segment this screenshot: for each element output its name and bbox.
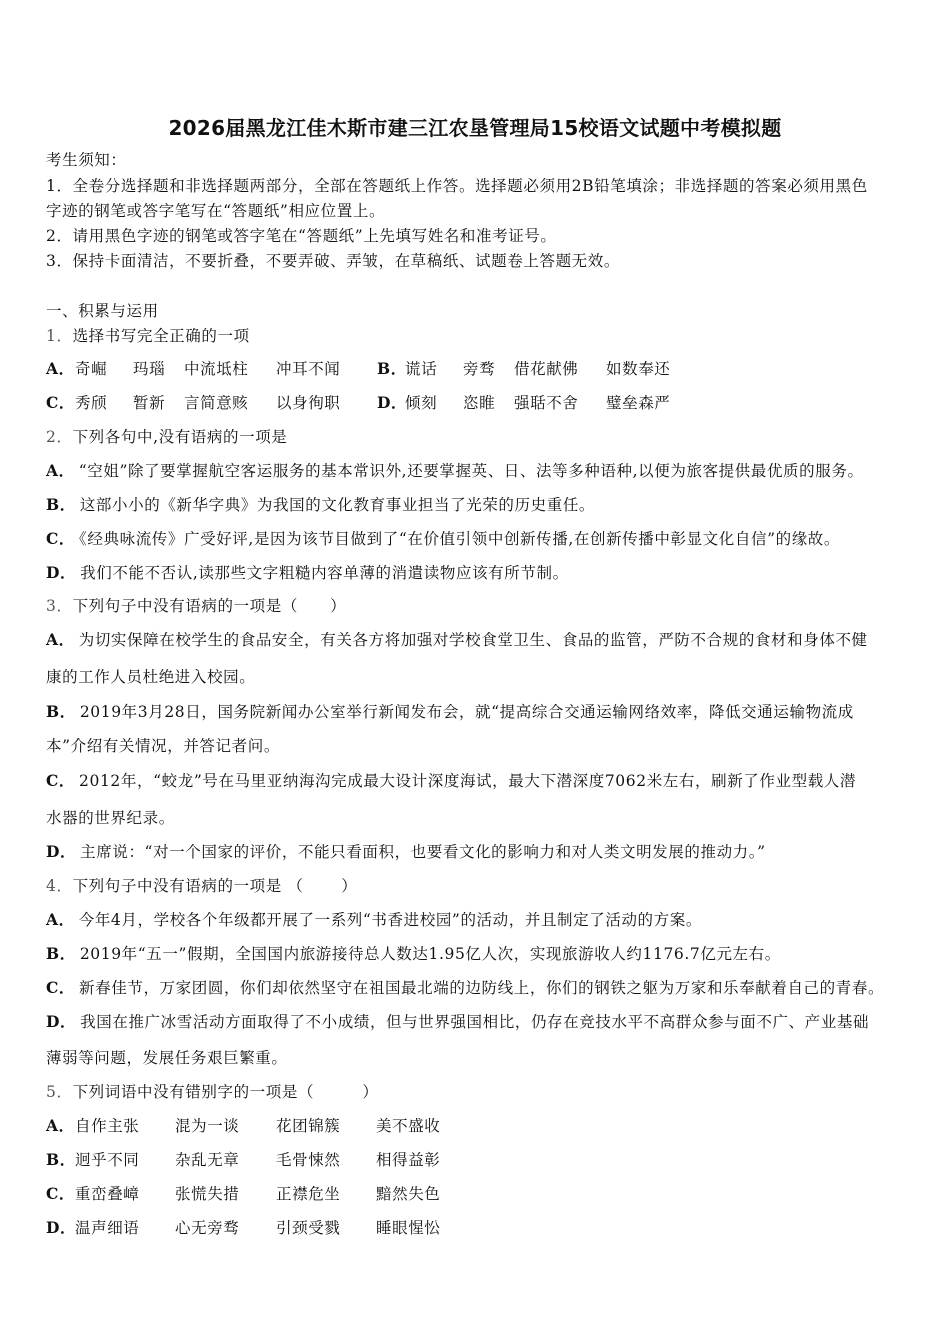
question-stem: 下列句子中没有语病的一项是（ ） <box>72 597 347 615</box>
option-word: 毛骨悚然 <box>276 1151 341 1169</box>
question-stem: 下列各句中,没有语病的一项是 <box>72 428 288 446</box>
option-c <box>46 978 884 998</box>
question-stem: 下列词语中没有错别字的一项是（ ） <box>72 1083 379 1101</box>
option-label: A． <box>46 910 75 929</box>
option-a-continued: 康的工作人员杜绝进入校园。 <box>46 668 256 686</box>
option-text: 《经典咏流传》广受好评,是因为该节目做到了“在价值引领中创新传播,在创新传播中彰显文化自信”的缘故。 <box>79 530 841 548</box>
option-word: 睡眼惺忪 <box>376 1219 441 1237</box>
option-label: C． <box>46 1184 76 1203</box>
option-a <box>46 461 864 481</box>
option-word: 混为一谈 <box>175 1117 240 1135</box>
notice-line: 3．保持卡面清洁，不要折叠，不要弄破、弄皱，在草稿纸、试题卷上答题无效。 <box>46 252 620 270</box>
option-label: D． <box>46 1012 77 1031</box>
option-label: B． <box>46 702 76 721</box>
option-word: 心无旁骛 <box>175 1219 240 1237</box>
option-d-continued: 薄弱等问题，发展任务艰巨繁重。 <box>46 1049 288 1067</box>
option-word: 中流坻柱 <box>184 360 249 378</box>
option-c <box>46 771 856 791</box>
option-word: 冲耳不闻 <box>276 360 341 378</box>
option-label: D． <box>46 563 77 582</box>
option-word: 花团锦簇 <box>276 1117 341 1135</box>
option-word: 张慌失措 <box>175 1185 240 1203</box>
option-label: C． <box>46 978 76 997</box>
option-label: D． <box>46 842 77 861</box>
option-word: 正襟危坐 <box>276 1185 341 1203</box>
option-word: 如数奉还 <box>606 360 671 378</box>
option-word: 暂新 <box>133 394 166 412</box>
option-text: “空姐”除了要掌握航空客运服务的基本常识外,还要掌握英、日、法等多种语种,以便为旅客提供最优质的服务。 <box>78 462 864 480</box>
question-number: 2． <box>46 428 73 446</box>
option-word: 玛瑙 <box>133 360 166 378</box>
option-text: 我国在推广冰雪活动方面取得了不小成绩，但与世界强国相比，仍存在竞技水平不高群众参与面不广、产业基础 <box>80 1013 870 1031</box>
option-c <box>46 529 840 549</box>
option-label: C． <box>46 529 76 548</box>
notice-heading: 考生须知： <box>46 151 127 169</box>
notice-line: 2．请用黑色字迹的钢笔或答字笔在“答题纸”上先填写姓名和准考证号。 <box>46 227 557 245</box>
option-b <box>46 495 595 515</box>
option-b-continued: 本”介绍有关情况，并答记者问。 <box>46 737 280 755</box>
option-c-continued: 水器的世界纪录。 <box>46 809 175 827</box>
option-word: 倾刻 <box>405 394 438 412</box>
notice-line: 1．全卷分选择题和非选择题两部分，全部在答题纸上作答。选择题必须用2B铅笔填涂；非选择题的答案必须用黑色 <box>46 177 868 195</box>
notice-line: 字迹的钢笔或答字笔写在“答题纸”相应位置上。 <box>46 202 386 220</box>
option-text: 2012年，“蛟龙”号在马里亚纳海沟完成最大设计深度海试，最大下潜深度7062米左右，刷新了作业型载人潜 <box>79 772 856 790</box>
option-word: 温声细语 <box>75 1219 140 1237</box>
question-number: 1． <box>46 327 73 345</box>
option-text: 这部小小的《新华字典》为我国的文化教育事业担当了光荣的历史重任。 <box>79 496 596 514</box>
option-label: A． <box>46 630 75 649</box>
option-text: 我们不能不否认,读那些文字粗糙内容单薄的消遣读物应该有所节制。 <box>80 564 569 582</box>
question-stem: 选择书写完全正确的一项 <box>72 327 250 345</box>
option-word: 黯然失色 <box>376 1185 441 1203</box>
option-text: 为切实保障在校学生的食品安全，有关各方将加强对学校食堂卫生、食品的监管，严防不合规的食材和身体不健 <box>78 631 868 649</box>
option-d <box>46 563 569 583</box>
option-word: 美不盛收 <box>376 1117 441 1135</box>
question-number: 4． <box>46 877 73 895</box>
option-d <box>46 1012 869 1032</box>
option-word: 秀颀 <box>75 394 108 412</box>
section-heading: 一、积累与运用 <box>46 302 159 320</box>
option-d <box>46 842 766 862</box>
option-b <box>46 944 781 964</box>
option-label: A． <box>46 359 75 378</box>
option-word: 自作主张 <box>75 1117 140 1135</box>
option-label: B． <box>377 359 407 378</box>
page-title: 2026届黑龙江佳木斯市建三江农垦管理局15校语文试题中考模拟题 <box>168 116 782 140</box>
question-stem: 下列句子中没有语病的一项是 （ ） <box>72 877 358 895</box>
option-label: A． <box>46 461 75 480</box>
option-text: 2019年3月28日，国务院新闻办公室举行新闻发布会，就“提高综合交通运输网络效率，降低交通运输物流成 <box>79 703 854 721</box>
option-a <box>46 630 868 650</box>
option-word: 借花献佛 <box>514 360 579 378</box>
option-text: 今年4月，学校各个年级都开展了一系列“书香进校园”的活动，并且制定了活动的方案。 <box>78 911 702 929</box>
question-number: 5． <box>46 1083 73 1101</box>
option-label: B． <box>46 1150 76 1169</box>
question-number: 3． <box>46 597 73 615</box>
option-label: C． <box>46 771 76 790</box>
option-text: 2019年“五一”假期，全国国内旅游接待总人数达1.95亿人次，实现旅游收人约1176.7亿元左右。 <box>79 945 781 963</box>
option-label: D． <box>377 393 408 412</box>
option-label: B． <box>46 495 76 514</box>
option-word: 以身徇职 <box>276 394 341 412</box>
option-word: 旁骛 <box>463 360 496 378</box>
option-label: D． <box>46 1218 77 1237</box>
option-word: 强聒不舍 <box>514 394 579 412</box>
option-word: 重峦叠嶂 <box>75 1185 140 1203</box>
option-word: 奇崛 <box>75 360 108 378</box>
option-word: 璧垒森严 <box>606 394 671 412</box>
option-label: A． <box>46 1116 75 1135</box>
option-b <box>46 702 854 722</box>
option-label: B． <box>46 944 76 963</box>
option-word: 相得益彰 <box>376 1151 441 1169</box>
option-word: 杂乱无章 <box>175 1151 240 1169</box>
option-label: C． <box>46 393 76 412</box>
option-text: 主席说：“对一个国家的评价，不能只看面积，也要看文化的影响力和对人类文明发展的推动力。” <box>80 843 766 861</box>
option-a <box>46 910 702 930</box>
option-word: 言简意赅 <box>184 394 249 412</box>
option-word: 谎话 <box>405 360 438 378</box>
option-word: 恣睢 <box>463 394 496 412</box>
option-word: 引颈受戮 <box>276 1219 341 1237</box>
option-text: 新春佳节，万家团圆，你们却依然坚守在祖国最北端的边防线上，你们的钢铁之躯为万家和乐奉献着自己的青春。 <box>79 979 885 997</box>
option-word: 迥乎不同 <box>75 1151 140 1169</box>
